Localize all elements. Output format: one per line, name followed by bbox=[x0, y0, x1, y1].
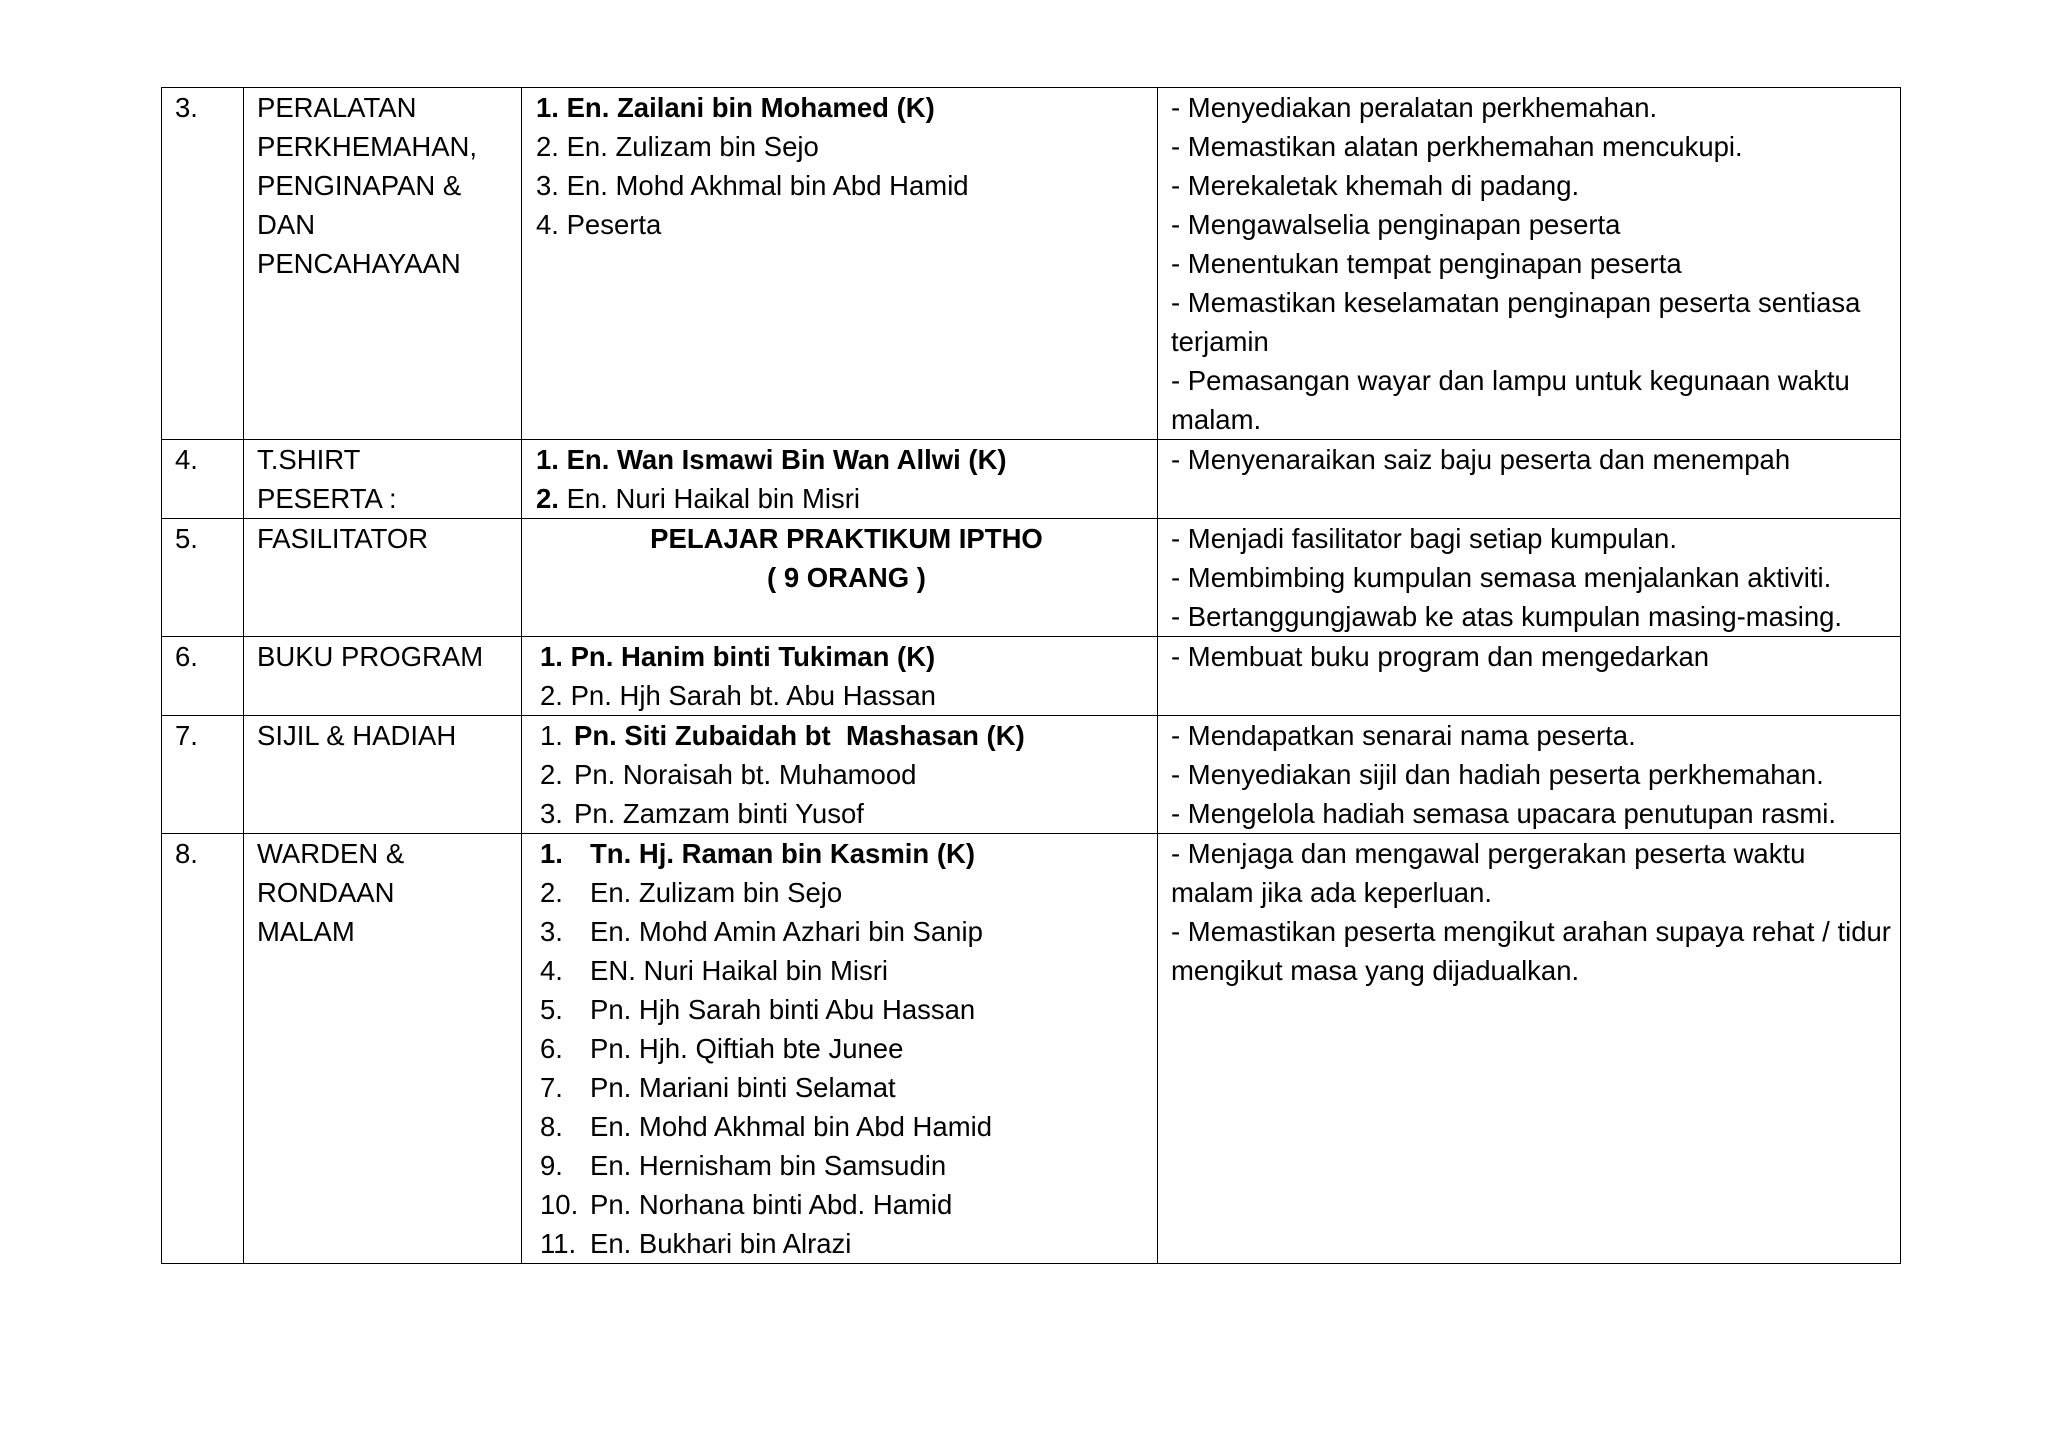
table-row bbox=[162, 88, 1901, 440]
member-number: 2. bbox=[540, 759, 563, 790]
member-number: 8. bbox=[540, 1111, 563, 1142]
task-name bbox=[244, 716, 522, 834]
duties bbox=[1158, 716, 1901, 834]
duties bbox=[1158, 834, 1901, 1264]
member bbox=[536, 1224, 1157, 1263]
task-line: DAN bbox=[257, 209, 316, 240]
member bbox=[536, 1068, 1157, 1107]
committee-members bbox=[522, 637, 1158, 716]
duty-item: - Merekaletak khemah di padang. bbox=[1171, 170, 1580, 201]
duty-item: - Mengawalselia penginapan peserta bbox=[1171, 209, 1621, 240]
member-head: 1. En. Wan Ismawi Bin Wan Allwi (K) bbox=[536, 444, 1007, 475]
table-row bbox=[162, 519, 1901, 637]
member bbox=[536, 873, 1157, 912]
task-name bbox=[244, 440, 522, 519]
member-number: 3. bbox=[540, 916, 563, 947]
member-head: 1. Pn. Hanim binti Tukiman (K) bbox=[540, 641, 936, 672]
duty-item: - Bertanggungjawab ke atas kumpulan masing-masing. bbox=[1171, 601, 1843, 632]
task-line: SIJIL & HADIAH bbox=[257, 720, 457, 751]
member-number: 1. bbox=[540, 838, 563, 869]
duty-item: - Mengelola hadiah semasa upacara penutupan rasmi. bbox=[1171, 798, 1836, 829]
duty-item: - Membuat buku program dan mengedarkan bbox=[1171, 641, 1710, 672]
row-number: 8. bbox=[162, 834, 244, 1264]
duty-item: - Menentukan tempat penginapan peserta bbox=[1171, 248, 1682, 279]
committee-members bbox=[522, 88, 1158, 440]
member-name: En. Hernisham bin Samsudin bbox=[590, 1150, 947, 1181]
task-line: FASILITATOR bbox=[257, 523, 429, 554]
member-name: En. Nuri Haikal bin Misri bbox=[558, 483, 860, 514]
duty-item: - Pemasangan wayar dan lampu untuk kegunaan waktu malam. bbox=[1171, 365, 1850, 435]
committee-members bbox=[522, 440, 1158, 519]
task-line: PENGINAPAN & bbox=[257, 170, 462, 201]
duty-item: - Menyediakan peralatan perkhemahan. bbox=[1171, 92, 1658, 123]
row-number: 6. bbox=[162, 637, 244, 716]
task-line: WARDEN & bbox=[257, 838, 405, 869]
member-number: 1. bbox=[540, 720, 563, 751]
member: 2. En. Zulizam bin Sejo bbox=[536, 131, 819, 162]
member bbox=[536, 912, 1157, 951]
member bbox=[536, 1029, 1157, 1068]
member-name: Pn. Hjh Sarah binti Abu Hassan bbox=[590, 994, 976, 1025]
member-name: Pn. Hjh. Qiftiah bte Junee bbox=[590, 1033, 904, 1064]
member-name: EN. Nuri Haikal bin Misri bbox=[590, 955, 888, 986]
task-line: MALAM bbox=[257, 916, 355, 947]
member-number: 9. bbox=[540, 1150, 563, 1181]
task-line: T.SHIRT bbox=[257, 444, 361, 475]
committee-members bbox=[522, 519, 1158, 637]
duty-item: - Membimbing kumpulan semasa menjalankan aktiviti. bbox=[1171, 562, 1832, 593]
member-name: Pn. Zamzam binti Yusof bbox=[574, 798, 864, 829]
member-head: 1. En. Zailani bin Mohamed (K) bbox=[536, 92, 935, 123]
member bbox=[536, 479, 1157, 518]
committee-members bbox=[522, 716, 1158, 834]
duty-item: - Mendapatkan senarai nama peserta. bbox=[1171, 720, 1636, 751]
member bbox=[536, 794, 1157, 833]
member-number: 6. bbox=[540, 1033, 563, 1064]
member-head bbox=[536, 834, 1157, 873]
member-name: Pn. Norhana binti Abd. Hamid bbox=[590, 1189, 953, 1220]
duty-item: - Menyenaraikan saiz baju peserta dan menempah bbox=[1171, 444, 1791, 475]
duty-item: - Menyediakan sijil dan hadiah peserta perkhemahan. bbox=[1171, 759, 1824, 790]
row-number: 7. bbox=[162, 716, 244, 834]
duties bbox=[1158, 637, 1901, 716]
task-name bbox=[244, 637, 522, 716]
table-row bbox=[162, 834, 1901, 1264]
member bbox=[536, 990, 1157, 1029]
duty-item: - Menjaga dan mengawal pergerakan peserta waktu malam jika ada keperluan. bbox=[1171, 838, 1806, 908]
member-name: Pn. Mariani binti Selamat bbox=[590, 1072, 896, 1103]
member-name: Pn. Noraisah bt. Muhamood bbox=[574, 759, 917, 790]
member: 4. Peserta bbox=[536, 209, 662, 240]
row-number: 3. bbox=[162, 88, 244, 440]
duty-item: - Memastikan keselamatan penginapan peserta sentiasa terjamin bbox=[1171, 287, 1861, 357]
member-name: Pn. Siti Zubaidah bt Mashasan (K) bbox=[574, 720, 1025, 751]
task-name bbox=[244, 834, 522, 1264]
facilitator-group: PELAJAR PRAKTIKUM IPTHO bbox=[650, 523, 1043, 554]
committee-table bbox=[161, 87, 1901, 1264]
member-number: 10. bbox=[540, 1189, 579, 1220]
member-name: En. Zulizam bin Sejo bbox=[590, 877, 843, 908]
task-line: RONDAAN bbox=[257, 877, 395, 908]
task-line: PERKHEMAHAN, bbox=[257, 131, 478, 162]
duties bbox=[1158, 440, 1901, 519]
committee-members bbox=[522, 834, 1158, 1264]
member-number: 5. bbox=[540, 994, 563, 1025]
duties bbox=[1158, 519, 1901, 637]
task-line: PENCAHAYAAN bbox=[257, 248, 461, 279]
member bbox=[536, 1146, 1157, 1185]
member-name: En. Bukhari bin Alrazi bbox=[590, 1228, 852, 1259]
member-number: 2. bbox=[540, 877, 563, 908]
duty-item: - Memastikan peserta mengikut arahan supaya rehat / tidur mengikut masa yang dijadualkan. bbox=[1171, 916, 1891, 986]
member: 3. En. Mohd Akhmal bin Abd Hamid bbox=[536, 170, 969, 201]
member: 2. Pn. Hjh Sarah bt. Abu Hassan bbox=[540, 680, 936, 711]
member-number: 11. bbox=[540, 1228, 577, 1259]
table-row bbox=[162, 716, 1901, 834]
duties bbox=[1158, 88, 1901, 440]
facilitator-count: ( 9 ORANG ) bbox=[767, 562, 926, 593]
member bbox=[536, 1185, 1157, 1224]
member bbox=[536, 951, 1157, 990]
member-name: Tn. Hj. Raman bin Kasmin (K) bbox=[590, 838, 976, 869]
member bbox=[536, 1107, 1157, 1146]
member-number: 3. bbox=[540, 798, 563, 829]
task-line: PESERTA : bbox=[257, 483, 397, 514]
row-number: 4. bbox=[162, 440, 244, 519]
task-line: PERALATAN bbox=[257, 92, 417, 123]
task-name bbox=[244, 88, 522, 440]
task-line: BUKU PROGRAM bbox=[257, 641, 484, 672]
member-number: 7. bbox=[540, 1072, 563, 1103]
member bbox=[536, 716, 1157, 755]
row-number: 5. bbox=[162, 519, 244, 637]
duty-item: - Menjadi fasilitator bagi setiap kumpulan. bbox=[1171, 523, 1677, 554]
task-name bbox=[244, 519, 522, 637]
member-number: 2. bbox=[536, 483, 559, 514]
member-number: 4. bbox=[540, 955, 563, 986]
table-row bbox=[162, 440, 1901, 519]
table-row bbox=[162, 637, 1901, 716]
member-name: En. Mohd Akhmal bin Abd Hamid bbox=[590, 1111, 993, 1142]
duty-item: - Memastikan alatan perkhemahan mencukupi. bbox=[1171, 131, 1743, 162]
member bbox=[536, 755, 1157, 794]
member-name: En. Mohd Amin Azhari bin Sanip bbox=[590, 916, 983, 947]
